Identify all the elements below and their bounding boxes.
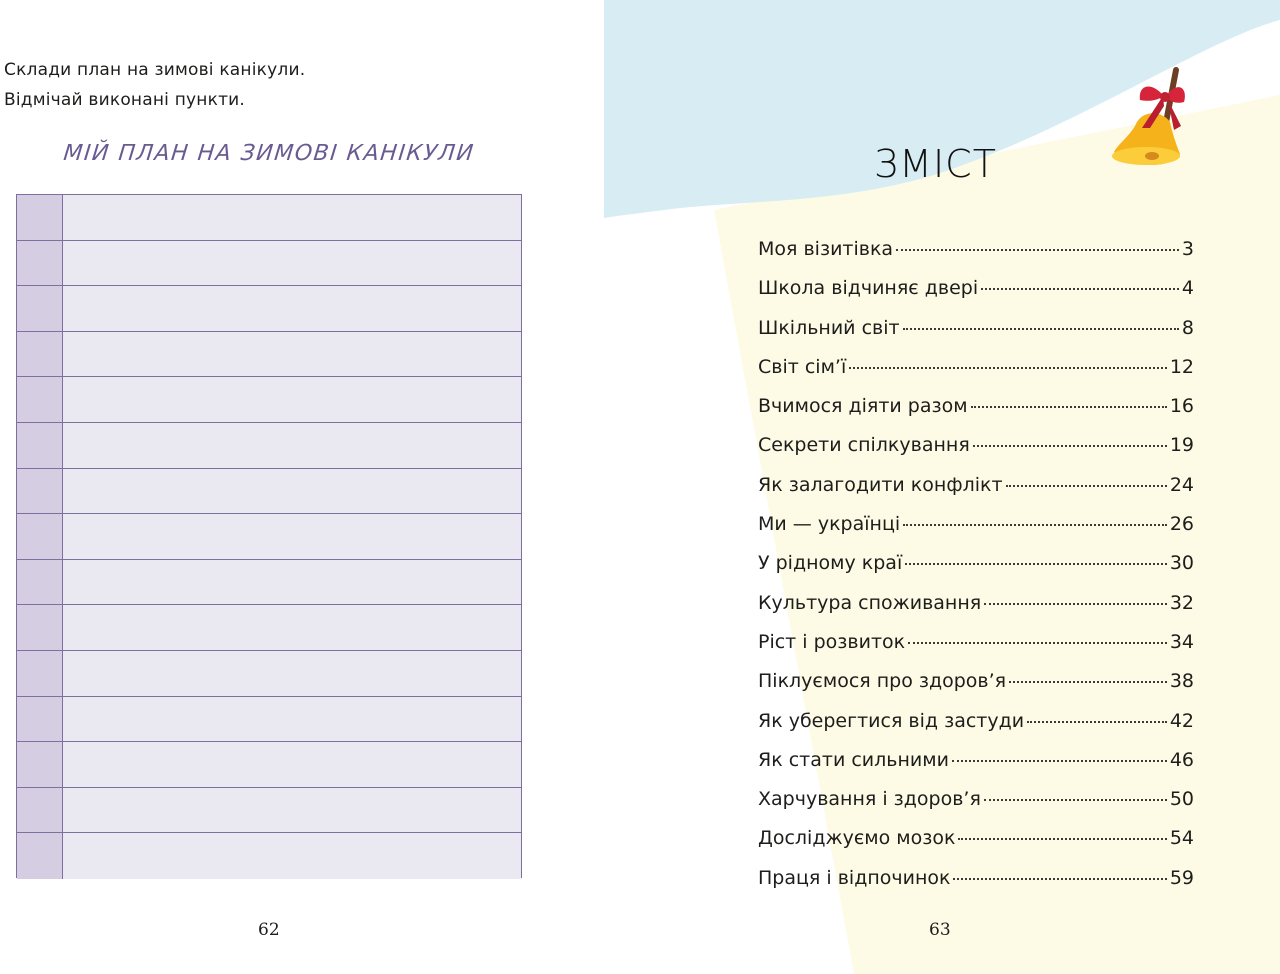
toc-item-page: 34 [1169,630,1194,653]
toc-item-label: Секрети спілкування [758,434,970,457]
toc-item-page: 32 [1169,591,1194,614]
toc-item-label: Як залагодити конфлікт [758,473,1003,496]
plan-entry[interactable] [63,469,521,514]
plan-checkbox[interactable] [17,605,63,650]
toc-item-page: 50 [1169,788,1194,811]
toc-leader-dots [971,406,1167,408]
school-bell-icon [1106,66,1186,171]
plan-row [17,286,521,332]
toc-item-label: Шкільний світ [758,316,900,339]
toc-item-label: У рідному краї [758,552,903,575]
toc-item-page: 24 [1169,473,1194,496]
toc-item-label: Школа відчиняє двері [758,277,979,300]
toc-item-label: Культура споживання [758,591,982,614]
toc-item-label: Харчування і здоров’я [758,788,981,811]
plan-checkbox[interactable] [17,469,63,514]
toc-item[interactable] [758,631,1194,670]
plan-entry[interactable] [63,651,521,696]
plan-entry[interactable] [63,833,521,879]
toc-item[interactable] [758,513,1194,552]
toc-item[interactable] [758,434,1194,473]
page-number-left: 62 [258,920,280,940]
plan-checkbox[interactable] [17,788,63,833]
plan-entry[interactable] [63,514,521,559]
plan-checkbox[interactable] [17,286,63,331]
toc-item-label: Як уберегтися від застуди [758,709,1025,732]
plan-row [17,514,521,560]
plan-checkbox[interactable] [17,332,63,377]
plan-checkbox[interactable] [17,423,63,468]
plan-entry[interactable] [63,605,521,650]
toc-leader-dots [973,445,1167,447]
toc-item-label: Досліджуємо мозок [758,827,956,850]
plan-row [17,241,521,287]
plan-row [17,788,521,834]
plan-entry[interactable] [63,697,521,742]
toc-leader-dots [952,760,1167,762]
plan-checkbox[interactable] [17,514,63,559]
plan-title: МІЙ ПЛАН НА ЗИМОВІ КАНІКУЛИ [62,141,476,166]
plan-row [17,560,521,606]
toc-item[interactable] [758,749,1194,788]
toc-item[interactable] [758,317,1194,356]
plan-entry[interactable] [63,742,521,787]
plan-checkbox[interactable] [17,377,63,422]
toc-item-page: 4 [1181,277,1194,300]
toc-item-page: 38 [1169,670,1194,693]
plan-row [17,651,521,697]
toc-item-page: 59 [1169,866,1194,889]
page-number-right: 63 [929,920,951,940]
toc-item-page: 12 [1169,355,1194,378]
toc-item-page: 19 [1169,434,1194,457]
plan-entry[interactable] [63,377,521,422]
plan-checkbox[interactable] [17,195,63,240]
plan-row [17,742,521,788]
toc-item-page: 3 [1181,238,1194,260]
toc-item-page: 16 [1169,395,1194,418]
toc-item-page: 54 [1169,827,1194,850]
plan-entry[interactable] [63,788,521,833]
plan-row [17,195,521,241]
plan-checkbox[interactable] [17,697,63,742]
toc-item[interactable] [758,710,1194,749]
toc-item-page: 42 [1169,709,1194,732]
plan-row [17,697,521,743]
toc-item[interactable] [758,827,1194,866]
toc-item-label: Вчимося діяти разом [758,395,968,418]
toc-leader-dots [984,799,1167,801]
toc-leader-dots [981,288,1179,290]
toc-item[interactable] [758,356,1194,395]
toc-leader-dots [849,367,1167,369]
toc-item-label: Світ сім’ї [758,355,847,378]
toc-item[interactable] [758,867,1194,906]
plan-row [17,377,521,423]
toc-item[interactable] [758,238,1194,277]
toc-item[interactable] [758,670,1194,709]
toc-leader-dots [903,524,1167,526]
toc-leader-dots [984,603,1167,605]
toc-item[interactable] [758,552,1194,591]
plan-checkbox[interactable] [17,833,63,879]
toc-list [758,238,1194,906]
plan-entry[interactable] [63,332,521,377]
toc-item-label: Праця і відпочинок [758,866,951,889]
toc-item-label: Моя візитівка [758,238,894,260]
plan-checkbox[interactable] [17,651,63,696]
plan-row [17,469,521,515]
plan-row [17,423,521,469]
toc-leader-dots [958,838,1166,840]
toc-leader-dots [1009,681,1167,683]
plan-row [17,833,521,879]
toc-item[interactable] [758,277,1194,316]
plan-entry[interactable] [63,560,521,605]
toc-item[interactable] [758,395,1194,434]
toc-leader-dots [953,878,1166,880]
plan-row [17,605,521,651]
toc-item-page: 30 [1169,552,1194,575]
toc-title: ЗМІСТ [874,142,997,186]
toc-leader-dots [896,249,1179,251]
left-page [0,0,604,974]
plan-checkbox[interactable] [17,560,63,605]
toc-item-label: Піклуємося про здоров’я [758,670,1007,693]
toc-item-page: 26 [1169,513,1194,536]
toc-leader-dots [903,328,1179,330]
toc-item-label: Як стати сильними [758,748,949,771]
toc-item[interactable] [758,788,1194,827]
plan-entry[interactable] [63,241,521,286]
right-page [604,0,1280,974]
toc-item[interactable] [758,592,1194,631]
plan-entry[interactable] [63,286,521,331]
instruction-line-1: Склади план на зимові канікули. [4,60,306,80]
toc-leader-dots [905,563,1167,565]
toc-leader-dots [908,642,1167,644]
instruction-line-2: Відмічай виконані пункти. [4,90,246,110]
toc-item-label: Ріст і розвиток [758,630,906,653]
plan-checkbox[interactable] [17,742,63,787]
toc-item[interactable] [758,474,1194,513]
plan-checkbox[interactable] [17,241,63,286]
toc-item-page: 8 [1181,316,1194,339]
plan-entry[interactable] [63,195,521,240]
toc-leader-dots [1027,721,1167,723]
plan-row [17,332,521,378]
toc-leader-dots [1006,485,1167,487]
toc-item-page: 46 [1169,748,1194,771]
plan-table [16,194,522,878]
plan-entry[interactable] [63,423,521,468]
toc-item-label: Ми — українці [758,513,901,536]
